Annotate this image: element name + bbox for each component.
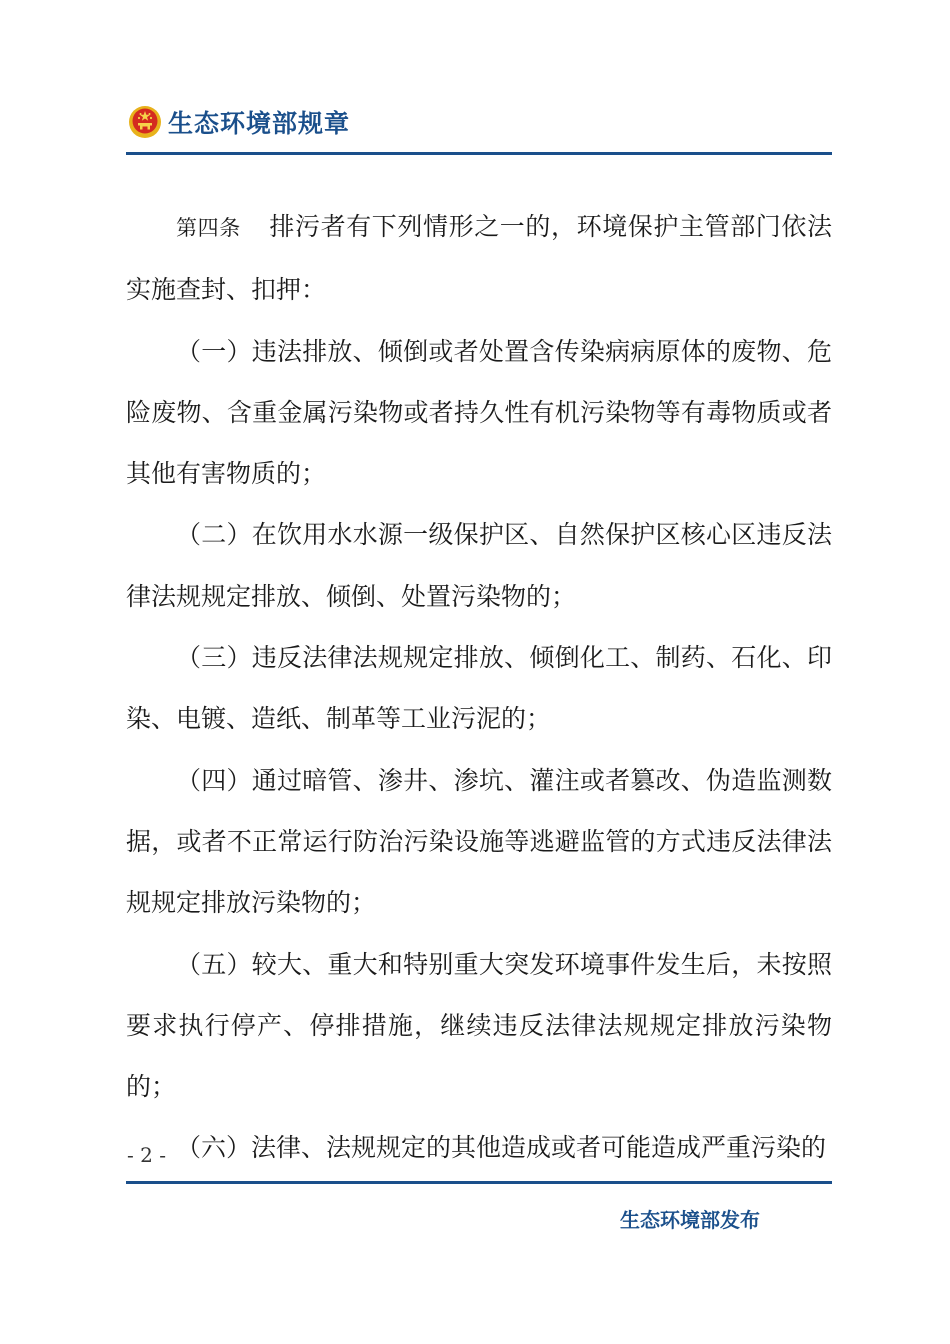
article-intro: 排污者有下列情形之一的，环境保护主管部门依法实施查封、扣押： [126,212,833,305]
footer-publisher: 生态环境部发布 [620,1208,760,1232]
article-paragraph [126,196,832,321]
document-body [126,196,832,1179]
page-header [128,98,350,146]
article-item-4: （四）通过暗管、渗井、渗坑、灌注或者篡改、伪造监测数据，或者不正常运行防治污染设施等逃避监管的方式违反法律法规规定排放污染物的； [126,765,832,918]
national-emblem-icon [128,105,162,139]
article-item-3: （三）违反法律法规规定排放、倾倒化工、制药、石化、印染、电镀、造纸、制革等工业污泥的； [126,643,832,734]
article-number: 第四条 [176,216,241,240]
article-item-2: （二）在饮用水水源一级保护区、自然保护区核心区违反法律法规规定排放、倾倒、处置污染物的； [126,520,832,611]
article-item-1: （一）违法排放、倾倒或者处置含传染病病原体的废物、危险废物、含重金属污染物或者持久性有机污染物等有毒物质或者其他有害物质的； [126,336,832,489]
header-divider [126,152,832,155]
article-item-6: （六）法律、法规规定的其他造成或者可能造成严重污染的 [176,1133,827,1163]
page-number: - 2 - [127,1143,166,1167]
header-title: 生态环境部规章 [168,109,351,138]
footer-divider [126,1181,832,1184]
article-item-5: （五）较大、重大和特别重大突发环境事件发生后，未按照要求执行停产、停排措施，继续违反法律法规规定排放污染物的； [126,949,832,1102]
